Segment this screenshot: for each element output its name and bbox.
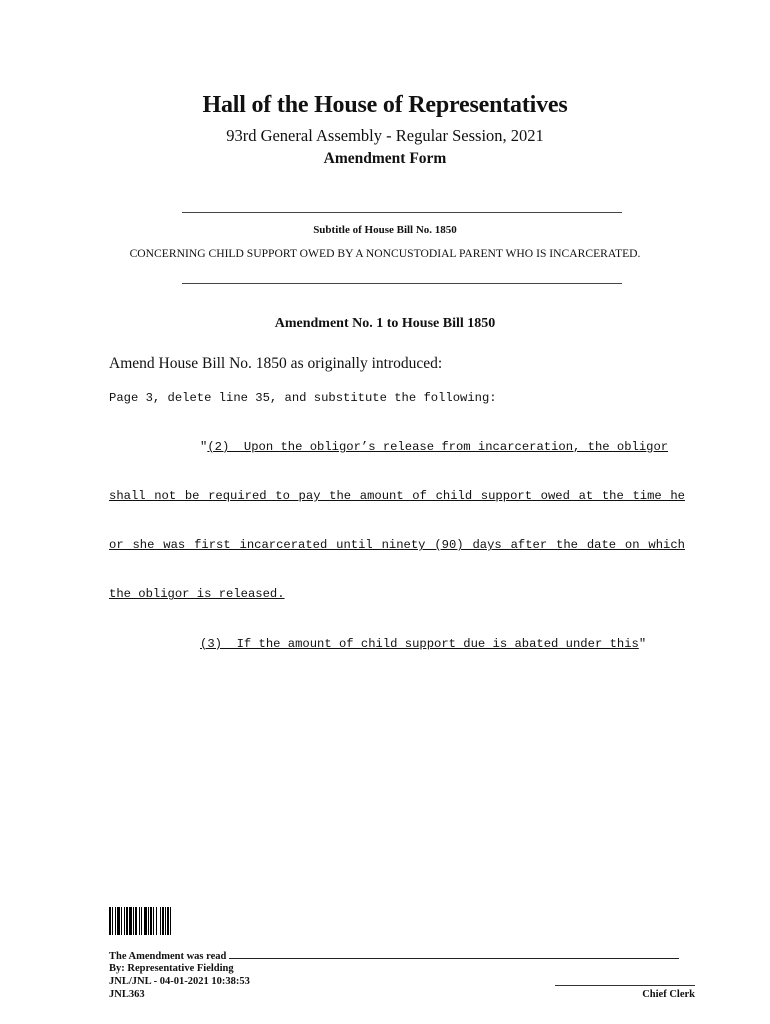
amendment-line xyxy=(109,586,685,602)
read-label: The Amendment was read xyxy=(109,951,227,962)
journal-code: JNL363 xyxy=(109,989,145,1000)
amendment-line: "(2) Upon the obligor’s release from incarceration, the obligor xyxy=(200,439,669,454)
divider xyxy=(182,283,622,284)
chief-clerk-label: Chief Clerk xyxy=(642,989,695,1000)
bill-subtitle: Subtitle of House Bill No. 1850 xyxy=(313,224,457,236)
signature-line xyxy=(229,950,679,959)
document-title: Hall of the House of Representatives xyxy=(202,92,568,118)
read-line xyxy=(109,950,694,962)
session-line: 93rd General Assembly - Regular Session, 2021 xyxy=(226,126,544,145)
page-instruction: Page 3, delete line 35, and substitute the following: xyxy=(109,391,497,405)
clerk-signature-line xyxy=(555,985,695,986)
amendment-line: (3) If the amount of child support due is abated under this" xyxy=(200,636,647,651)
amendment-line: shall not be required to pay the amount of child support owed at the time he xyxy=(109,489,685,504)
amendment-line-text: (2) Upon the obligor’s release from incarceration, the obligor xyxy=(207,439,669,454)
amendment-intro: Amend House Bill No. 1850 as originally introduced: xyxy=(109,355,443,372)
amendment-line-text: the obligor is released. xyxy=(109,587,285,602)
amendment-line-text: (3) If the amount of child support due is abated under this xyxy=(200,636,639,651)
bill-concerning: CONCERNING CHILD SUPPORT OWED BY A NONCUSTODIAL PARENT WHO IS INCARCERATED. xyxy=(129,247,641,260)
amendment-line: or she was first incarcerated until ninety (90) days after the date on which xyxy=(109,538,685,553)
sponsor: By: Representative Fielding xyxy=(109,963,234,974)
barcode xyxy=(109,907,201,935)
divider xyxy=(182,212,622,213)
form-name: Amendment Form xyxy=(323,150,447,167)
journal-stamp: JNL/JNL - 04-01-2021 10:38:53 xyxy=(109,976,250,987)
amendment-body xyxy=(109,406,685,669)
amendment-title: Amendment No. 1 to House Bill 1850 xyxy=(274,316,496,331)
